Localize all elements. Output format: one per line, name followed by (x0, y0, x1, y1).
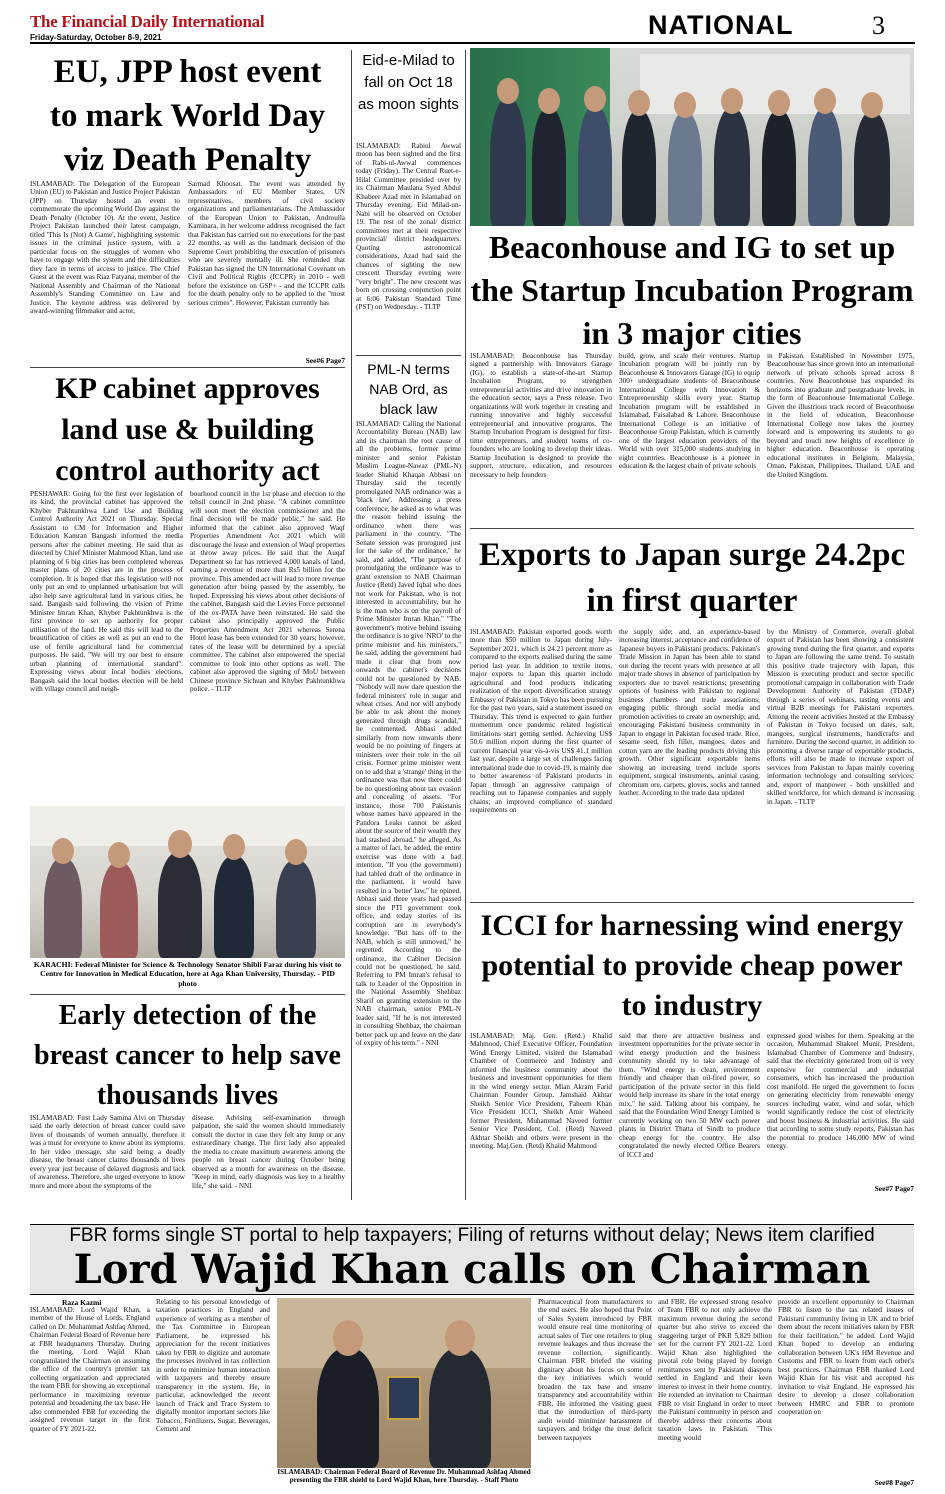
cancer-body-col2: disease. Advising self-examination through palpation, she said the women should immediately consult the doctor in case they felt any lump or any extraordinary change. The first lady also appealed the media to create maximum awareness among the people on breast cancer during October being observed as a month for awareness on the disease. "Keep in mind, early diagnosis was key to a healthy life," she said. - NNI (192, 1114, 345, 1190)
eu-see-more[interactable]: See#6 Page7 (305, 356, 345, 365)
cancer-body-col1: ISLAMABAD: First Lady Samina Alvi on Thursday said the early detection of breast cancer could save lives of thousands of women annually, therefore it was a must for everyone to know about its symptoms. In her video message, she said being a deadly disease, the breast cancer claims thousands of lives every year just because of delayed diagnosis and lack of awareness. Therefore, she urged everyone to know more and more about the symptoms of the (30, 1114, 185, 1190)
exports-body-col3: by the Ministry of Commerce, overall global export of Pakistan has been showing a consistent growing trend during the first quarter, and exports to Japan are following the same trend. To sustain this positive trade trajectory with Japan, this Mission is executing product and sector specific promotional campaign in collaboration with Trade Development Authority of Pakistan (TDAP) through a series of webinars, tasting events and virtual B2B meetings for Pakistani exporters. Among the recent activities hosted at the Embassy of Pakistan in Tokyo focused on dates, salt, mangoes, surgical instruments, handicrafts and furniture. During the second quarter, in addition to promoting a diverse range of exportable products, efforts will also be made to increase export of services from Pakistan to Japan mainly covering information technology and consulting services; and, export of manpower - both unskilled and skilled workforce, for which demand is increasing in Japan. - TLTP (767, 628, 914, 806)
fbr-photo-caption: ISLAMABAD: Chairman Federal Board of Revenue Dr. Muhammad Ashfaq Ahmed presenting the FBR shield to Lord Wajid Khan, here Thursday. - Staff Photo (277, 1468, 531, 1485)
fbr-photo (277, 1298, 531, 1468)
beaconhouse-photo (470, 48, 914, 226)
fbr-body-col3: Pharmaceutical from manufacturers to the end users. He also hoped that Point of Sales System introduced by FBR would ensure real time monitoring of actual sales of Tier one retailers to plug revenue leakages and thus increase the revenue collection, significantly. Chairman FBR briefed the visiting dignitary about his focus on some of the key initiatives which would broaden the tax base and ensure transparency and accountability within FBR. He informed the visiting guest that the introduction of third-party audit would minimize harassment of taxpayers and bridge the trust deficit between taxpayers (538, 1298, 652, 1442)
divider (356, 355, 461, 356)
issue-date: Friday-Saturday, October 8-9, 2021 (30, 33, 162, 42)
icci-body-col2: said that there are attractive business and investment opportunities for the private sector in wind energy production and the business community should try to take advantage of them. "Wind energy is clean, environment friendly and cheaper than oil-fired power, so participation of the private sector in this field would help increase its share in the total energy mix," he said. Talking about his company, he said that the Foundation Wind Energy Limited is currently working on two 50 MW each power plants in District Thatta of Sindh to produce cheap energy for the country. He also congratulated the newly elected Office Bearers of ICCI and (619, 1032, 760, 1159)
beacon-body-col2: build, grow, and scale their ventures. Startup Incubation program will be jointly run by Beaconhouse & Innovators Garage (IG) to equip 300+ undergraduate students of Beaconhouse International College with Innovation & Entrepreneurship skills every year. Startup Incubation program will be established in Islamabad, Faisalabad & Lahore. Beaconhouse International College is an initiative of Beaconhouse Group Pakistan, which is currently one of the largest education providers of the World with over 315,000 students studying in eight countries. Beaconhouse is a pioneer in education & the largest chain of private schools (619, 352, 760, 471)
icci-body-col1: ISLAMABAD: Maj. Gen. (Retd.) Khalid Mahmood, Chief Executive Officer, Foundation Wind Energy Limited, visited the Islamabad Chamber of Commerce and Industry and informed the business community about the business and investment opportunities for them in the wind energy sector. Mian Akram Farid Chairman Founder Group, Jamshaid Akhtar Sheikh Senior Vice President, Faheem Khan Vice President ICCI, Sheikh Amir Waheed former President, Muhammad Naveed former Senior Vice President, Col. (Retd) Naveed Akhtar Sheikh and others were present in the meeting. Maj.Gen. (Retd) Khalid Mahmood (470, 1032, 612, 1151)
fbr-body-col4: and FBR. He expressed strong resolve of Team FBR to not only achieve the maximum revenue during the second quarter but also strive to exceed the staggering target of PKR 5,829 billion set for the current FY 2021-22. Lord Wajid Khan also highlighted the pivotal role being played by foreign remittances sent by Pakistani diaspora settled in England and their keen interest to invest in their home country. He extended an invitation to Chairman FBR to visit England in order to meet the Pakistani community in person and thereby address their concerns about taxation laws in Pakistan. "This meeting would (658, 1298, 772, 1442)
fbr-headline: Lord Wajid Khan calls on Chairman (30, 1247, 914, 1295)
karachi-photo (30, 806, 345, 958)
divider (470, 902, 914, 903)
masthead (30, 12, 290, 42)
eu-body-col2: Sarmad Khoosat. The event was attended by Ambassadors of EU Member States, UN representatives, members of civil society organizations and parliamentarians. The Ambassador of the European Union to Pakistan, Androulla Kaminara, in her welcome address recognised the fact that Pakistan has carried out no executions for the past 22 months, as well as the landmark decision of the Supreme Court prohibiting the execution of prisoners who are severely mentally ill. She reminded that Pakistan has signed the UN International Covenant on Civil and Political Rights (ICCPR) in 2010 - well before the existence on GSP+ - and the ICCPR calls for the death penalty only to be applied to the "most serious crimes". However, Pakistan currently has (188, 180, 345, 307)
beacon-body-col1: ISLAMABAD: Beaconhouse has Thursday signed a partnership with Innovators Garage (IG), to establish a state-of-the-art Startup Incubation Program, to strengthen entrepreneurial activities and drive innovation in the education sector, says a Press release. Two organizations will work together in creating and running innovative and highly successful entrepreneurial and innovative programs. The Startup Incubation Program is designed for first-time entrepreneurs, and student teams of co-founders who are looking to develop their ideas. Startup Incubation is designed to provide the support, structure, education, and resources necessary to help founders (470, 352, 612, 479)
exports-body-col1: ISLAMABAD: Pakistan exported goods worth more than $50 million to Japan during July-September 2021, which is 24.21 percent more as compared to the exports realised during the same period last year. In addition to textile items, major exports to Japan this quarter include agricultural and food products indicating realization of the export diversification strategy Embassy of Pakistan in Tokyo has been pursuing for the past two years, said a statement issued on Thursday. This trend is expected to gain further momentum once pandemic related logistical limitations start getting settled. Achieving US$ 50.6 million export during the first quarter of current financial year vis-à-vis US$ 41.1 million last year, despite a large set of challenges facing international trade due to covid-19, is mainly due to better awareness of Pakistani products in Japan through an aggressive campaign of reaching out to Japanese companies and supply chains; an improved compliance of standard requirements on (470, 628, 612, 815)
eid-body: ISLAMABAD: Rabiul Awwal moon has been sighted and the first of Rabi-ul-Awwal commences today (Friday). The Central Ruet-e-Hilal Committee presided over by its Chairman Maulana Syed Abdul Khabeer Azad met in Islamabad on Thursday evening. Eid Milad-un-Nabi will be observed on October 19. The rest of the zonal/ district committees met at their respective provincial/ district headquarters. Quoting astronomical considerations, Azad had said the chances of sighting the new crescent Thursday evening were "very bright". The new crescent was born on crossing conjunction point at 6:06 Pakistan Standard Time (PST) on Wednesday. - TLTP (356, 142, 461, 312)
icci-see-more[interactable]: See#7 Page7 (874, 1184, 914, 1193)
pmln-headline: PML-N terms NAB Ord, as black law (367, 361, 450, 417)
eu-headline-line2: to mark World Day (49, 98, 326, 134)
fbr-see-more[interactable]: See#8 Page7 (874, 1478, 914, 1487)
icci-headline: ICCI for harnessing wind energy potential to provide cheap power to industry (480, 909, 904, 1022)
exports-body-col2: the supply side; and, an experience-based increasing interest, acceptance and confidence of Japanese buyers in Pakistani products. Pakistan's Trade Mission in Japan has been able to stand out during the recent years with presence at all major trade shows in absence of participation by exporters due to travel restrictions; presenting options of business with Pakistan to regional business chambers and trade associations; engaging public through social media and promotion activities to create an ownership; and, encouraging Pakistani business community in Japan to engage in Pakistan focused trade. Rice, sesame seed, fish fillet, mangoes, dates and cotton yarn are the leading products driving this growth. Other significant exportable items showing an increasing trend include sports equipment, surgical instruments, animal casing, chromium ore, carpets, gloves, socks and tanned leather. According to the trade data updated (619, 628, 760, 798)
kp-body-col1: PESHAWAR: Going for the first ever legislation of its kind, the provincial cabinet has approved the Khyber Pakhtunkhwa Land Use and Building Control Authority Act 2021 on Thursday. Special Assistant to CM for Information and Higher Education Kamran Bangash informed the media persons after the cabinet meeting. He said that as directed by Chief Minister Mahmood Khan, land use planning of 6 big cities has been completed whereas master plans of 20 cities are in the process of completion. It is hoped that this legislation will not only put an end to unplanned urbanisation but will also help save agricultural land in various cities, he said. Bangash said following the vision of Prime Minister Imran Khan, Khyber Pakhtunkhwa is the first province to set up authority for proper utilisation of the land. He said this will lead to the beautification of cities as well as put an end to the use of fertile agricultural land for commercial purposes. He said, "We will try our best to ensure urban planning of international standard". Expressing views about local bodies elections, Bangash said the local bodies election will be held with village council and neigh- (30, 490, 183, 694)
shield-icon (387, 1376, 421, 1420)
fbr-body-col5: provide an excellent opportunity to Chairman FBR to listen to the tax related issues of Pakistani community living in UK and to brief them about the recent initiatives taken by FBR for their facilitation," he added. Lord Wajid Khan hoped to develop an enduring collaboration between UK's HM Revenue and Customs and FBR to learn from each other's best practices. Chairman FBR thanked Lord Wajid Khan for his visit and accepted his invitation to visit England. He expressed his desire to develop a closer collaboration between HMRC and FBR to promote cooperation on (778, 1298, 914, 1417)
page-number: 3 (872, 11, 885, 40)
karachi-photo-caption: KARACHI: Federal Minister for Science & Technology Senator Shibli Faraz during his visit to Centre for Innovation in Medical Education, here at Aga Khan University, Thursday. - PID photo (33, 960, 342, 988)
kp-headline: KP cabinet approves land use & building control authority act (55, 372, 320, 487)
divider (470, 528, 914, 529)
eu-article (30, 50, 345, 182)
fbr-byline: Raza Kazmi (62, 1298, 102, 1307)
beacon-body-col3: in Pakistan. Established in November 1975, Beaconhouse has since grown into an international network of private schools spread across 8 countries. Now Beaconhouse has expanded its horizons into graduate and postgraduate levels, in the form of Beaconhouse International College. Given the illustrious track record of Beaconhouse in the field of education, Beaconhouse International College now takes the journey forward and is empowering its students to go beyond and touch new heights of excellence in higher education. Beaconhouse is operating educational institutes in Belgium, Malaysia, Oman, Pakistan, Philippines, Thailand, UAE and the United Kingdom. (767, 352, 914, 479)
fbr-subheadline: FBR forms single ST portal to help taxpayers; Filing of returns without delay; News item clarified (30, 1224, 914, 1248)
section-name: NATIONAL (648, 10, 794, 40)
exports-headline: Exports to Japan surge 24.2pc in first quarter (478, 537, 906, 619)
newspaper-title: The Financial Daily International (30, 12, 265, 31)
column-rule (351, 50, 352, 1200)
masthead-rule (30, 42, 915, 44)
kp-body-col2: bourhood council in the 1st phase and election to the tehsil council in 2nd phase. "A cabinet committee will soon meet the election commissioner and the final decision will be made public," he said. He informed that the cabinet also approved Waqf Properties Amendment Act 2021 which will discourage the lease and extension of Waqf properties at throw away prices. He said that the Auqaf Department so far has retrieved 4,000 kanals of land, earning a revenue of more than Rs5 billion for the province. This amended act will lead to more revenue generation after being passed by the assembly, he hoped. Expressing his views about other decisions of the cabinet, Bangash said the Levies Force personnel of the ex-PATA have been reinstated. He said the cabinet also principally approved the Public Properties Amendment Act 2021 whereas Serena Hotel lease has been extended for 30 years; however, rates of the lease will be determined by a special committee. The cabinet also empowered the special committee to look into other options as well. The cabinet also approved the signing of MoU between Chinese province Sichuan and Khyber Pakhtunkhwa police. - TLTP (190, 490, 345, 694)
fbr-body-col1: ISLAMABAD: Lord Wajid Khan, a member of the House of Lords, England called on Dr. Muhammad Ashfaq Ahmed, Chairman Federal Board of Revenue here at FBR headquarters Thursday. During the meeting, Lord Wajid Khan congratulated the Chairman on assuming the office of the country's premier tax collecting organization and appreciated the team FBR for showing an exceptional performance in maximizing revenue potential and broadening the tax base. He also commended FBR for exceeding the assigned revenue target in the first quarter of FY 2021-22. (30, 1306, 150, 1433)
eu-headline-line3: viz Death Penalty (63, 142, 312, 178)
cancer-headline: Early detection of the breast cancer to help save thousands lives (34, 1000, 341, 1111)
divider (30, 994, 345, 995)
eu-body-col1: ISLAMABAD: The Delegation of the European Union (EU) to Pakistan and Justice Project Pakistan (JPP) on Thursday hosted an event to commemorate the upcoming World Day against the Death Penalty (October 10). At the event, Justice Project Pakistan launched their latest campaign, titled 'This Is (Not) A Game', highlighting systemic issues in the criminal justice system, with a particular focus on the struggles of women who have to engage with the system and the difficulties they face in terms of access to justice. The Chief Guest at the event was Riaz Fatyana, member of the National Assembly and Chairman of the National Assembly's Standing Committee on Law and Justice. The keynote address was delivered by award-winning filmmaker and actor, (30, 180, 180, 316)
pmln-body: ISLAMABAD: Calling the National Accountability Bureau (NAB) law and its chairman the root cause of all the problems, former prime minister and senior Pakistan Muslim League-Nawaz (PML-N) leader Shahid Khaqan Abbasi on Thursday said the recently promulgated NAB ordinance was a 'black law'. Addressing a press conference, he asked as to what was the reason behind issuing the ordinance when there was parliament in the country. "The Senate session was prorogued just for the sake of the ordinance," he said, and added, "The purpose of promulgating the ordinance was to grant extension to NAB Chairman Justice (Retd) Javed Iqbal who does not work for Pakistan, who is not interested in accountability, but he is the man who is on the payroll of Prime Minister Imran Khan." "The government's motive behind issuing the ordinance is to give 'NRO' to the prime minister and his ministers," he said, adding the government had made it clear that from now onwards the cabinet's decisions could not be questioned by NAB. "Nobody will now dare question the federal ministers' role in sugar and wheat crises. And nor will anybody be able to ask about the money generated through drugs scandal," he commented. Abbasi added similarly from now onwards there would be no pointing of fingers at ministers over their role in the oil crisis. Former prime minister went on to add that a 'strange' thing in the ordinance was that now there could be no questioning about tax evasion and concealing of assets. "For instance, those 700 Pakistanis whose names have appeared in the Pandora Leaks cannot be asked about the source of their wealth they had stashed abroad," he alleged. As a matter of fact, he added, the entire exercise was done with a bad intention. "If you (the government) had tabled draft of the ordinance in the parliament, it would have resulted in a 'better' law," he opined. Abbasi said three years had passed since the PTI government took office, and today stories of its corruption are in everybody's knowledge. "But hats off to the NAB, which is still unmoved," he regretted. According to the ordinance, the Cabinet Decision could not be questioned, he said. Referring to PM Imran's refusal to talk to Leader of the Opposition in the National Assembly Shehbaz Sharif on granting extension to the NAB chairman, senior PML-N leader said, "If he is not interested in consulting Shehbaz, the chairman better pack up and leave on the date of expiry of his term." - NNI (356, 420, 461, 1048)
column-rule (465, 50, 466, 1200)
eid-headline: Eid-e-Milad to fall on Oct 18 as moon sights (358, 52, 459, 113)
eu-headline-line1: EU, JPP host event (53, 54, 322, 90)
fbr-body-col2: Relating to his personal knowledge of taxation practices in England and experience of working as a member of the Tax Committee in European Parliament, he expressed his appreciation for the recent initiatives taken by FBR to digitize and automate the processes involved in tax collection in order to minimize human interaction with taxpayers and thereby ensure transparency in the system. He, in particular, acknowledged the recent launch of Track and Trace System to digitally monitor important sectors like Tobacco, Fertilizers, Sugar, Beverages, Cement and (156, 1298, 270, 1434)
beacon-headline: Beaconhouse and IG to set up the Startup Incubation Program in 3 major cities (470, 229, 914, 351)
icci-body-col3: expressed good wishes for them. Speaking at the occasion, Muhammad Shakeel Munir, President, Islamabad Chamber of Commerce and Industry, said that the electricity generated from oil is very expensive for commercial and industrial consumers, which has increased the production cost manifold. He urged the government to focus on generating electricity from renewable energy sources including water, wind and solar, which would significantly reduce the cost of electricity and boost business & industrial activities. He said that according to some study reports, Pakistan has the potential to produce 146,000 MW of wind energy. (767, 1032, 914, 1151)
